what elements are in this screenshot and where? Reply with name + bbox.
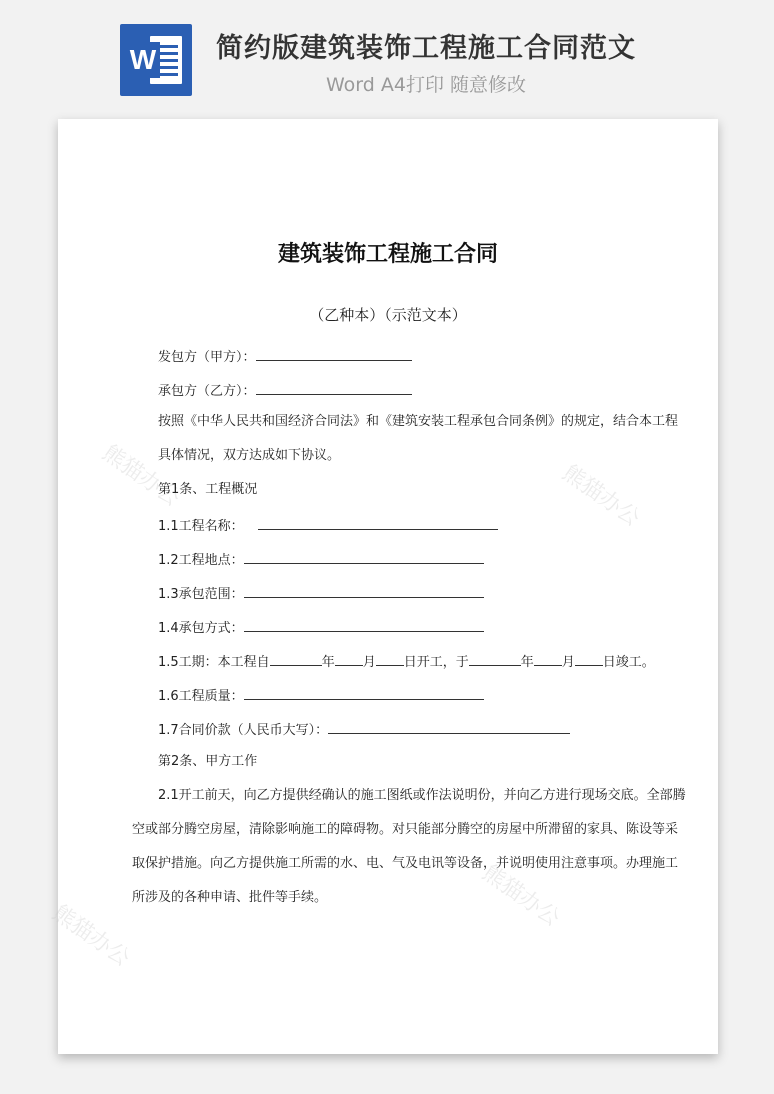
document-title: 建筑装饰工程施工合同 <box>277 242 498 267</box>
watermark: 熊猫办公 <box>97 440 185 512</box>
blank <box>534 651 562 666</box>
header <box>0 0 774 112</box>
item-2-1-line-2: 空或部分腾空房屋，清除影响施工的障碍物。对只能部分腾空的房屋中所滞留的家具、陈设等采 <box>132 822 679 837</box>
intro-line-1: 按照《中华人民共和国经济合同法》和《建筑安装工程承包合同条例》的规定，结合本工程 <box>158 414 679 429</box>
page-subtitle: Word A4打印 随意修改 <box>326 74 527 96</box>
item-1-1-blank <box>258 515 498 530</box>
blank <box>575 651 603 666</box>
item-1-7-blank <box>328 719 570 734</box>
end-text: 日竣工。 <box>602 655 655 670</box>
year-text: 年 <box>321 655 335 670</box>
item-1-7-label: 1.7合同价款（人民币大写）： <box>158 723 329 738</box>
item-1-5 <box>158 651 655 672</box>
item-1-7 <box>158 719 570 740</box>
blank <box>270 651 322 666</box>
item-1-6 <box>158 685 484 706</box>
item-2-1-line-3: 取保护措施。向乙方提供施工所需的水、电、气及电讯等设备，并说明使用注意事项。办理施工 <box>132 856 679 871</box>
item-1-1-label: 1.1工程名称： <box>158 519 244 534</box>
blank <box>335 651 363 666</box>
blank <box>376 651 404 666</box>
intro-line-2: 具体情况，双方达成如下协议。 <box>158 448 341 463</box>
watermark: 熊猫办公 <box>47 900 135 972</box>
article-1-heading: 第1条、工程概况 <box>158 482 258 497</box>
item-1-5-label: 1.5工期：本工程自 <box>158 655 270 670</box>
party-b-label: 承包方（乙方）： <box>158 384 256 399</box>
page-title: 简约版建筑装饰工程施工合同范文 <box>216 33 636 64</box>
party-a-line <box>158 346 412 367</box>
year-text: 年 <box>520 655 534 670</box>
item-1-4 <box>158 617 484 638</box>
word-letter: W <box>126 42 160 78</box>
item-2-1-line-1: 2.1开工前天，向乙方提供经确认的施工图纸或作法说明份，并向乙方进行现场交底。全部腾 <box>158 788 686 803</box>
month-text: 月 <box>561 655 575 670</box>
item-1-1 <box>158 515 498 536</box>
item-1-2-label: 1.2工程地点： <box>158 553 244 568</box>
item-1-4-label: 1.4承包方式： <box>158 621 244 636</box>
item-1-3-blank <box>244 583 484 598</box>
start-text: 日开工，于 <box>403 655 469 670</box>
party-b-line <box>158 380 412 401</box>
word-icon <box>120 24 192 96</box>
item-1-6-label: 1.6工程质量： <box>158 689 244 704</box>
watermark: 熊猫办公 <box>477 860 565 932</box>
party-a-label: 发包方（甲方）： <box>158 350 256 365</box>
item-1-3-label: 1.3承包范围： <box>158 587 244 602</box>
party-a-blank <box>256 346 412 361</box>
article-2-heading: 第2条、甲方工作 <box>158 754 258 769</box>
item-1-2-blank <box>244 549 484 564</box>
item-1-6-blank <box>244 685 484 700</box>
month-text: 月 <box>362 655 376 670</box>
document-page <box>47 119 718 1054</box>
document-subtitle: （乙种本）（示范文本） <box>309 306 467 324</box>
party-b-blank <box>256 380 412 395</box>
item-1-4-blank <box>244 617 484 632</box>
blank <box>469 651 521 666</box>
watermark: 熊猫办公 <box>557 460 645 532</box>
item-2-1-line-4: 所涉及的各种申请、批件等手续。 <box>132 890 328 905</box>
item-1-3 <box>158 583 484 604</box>
item-1-2 <box>158 549 484 570</box>
